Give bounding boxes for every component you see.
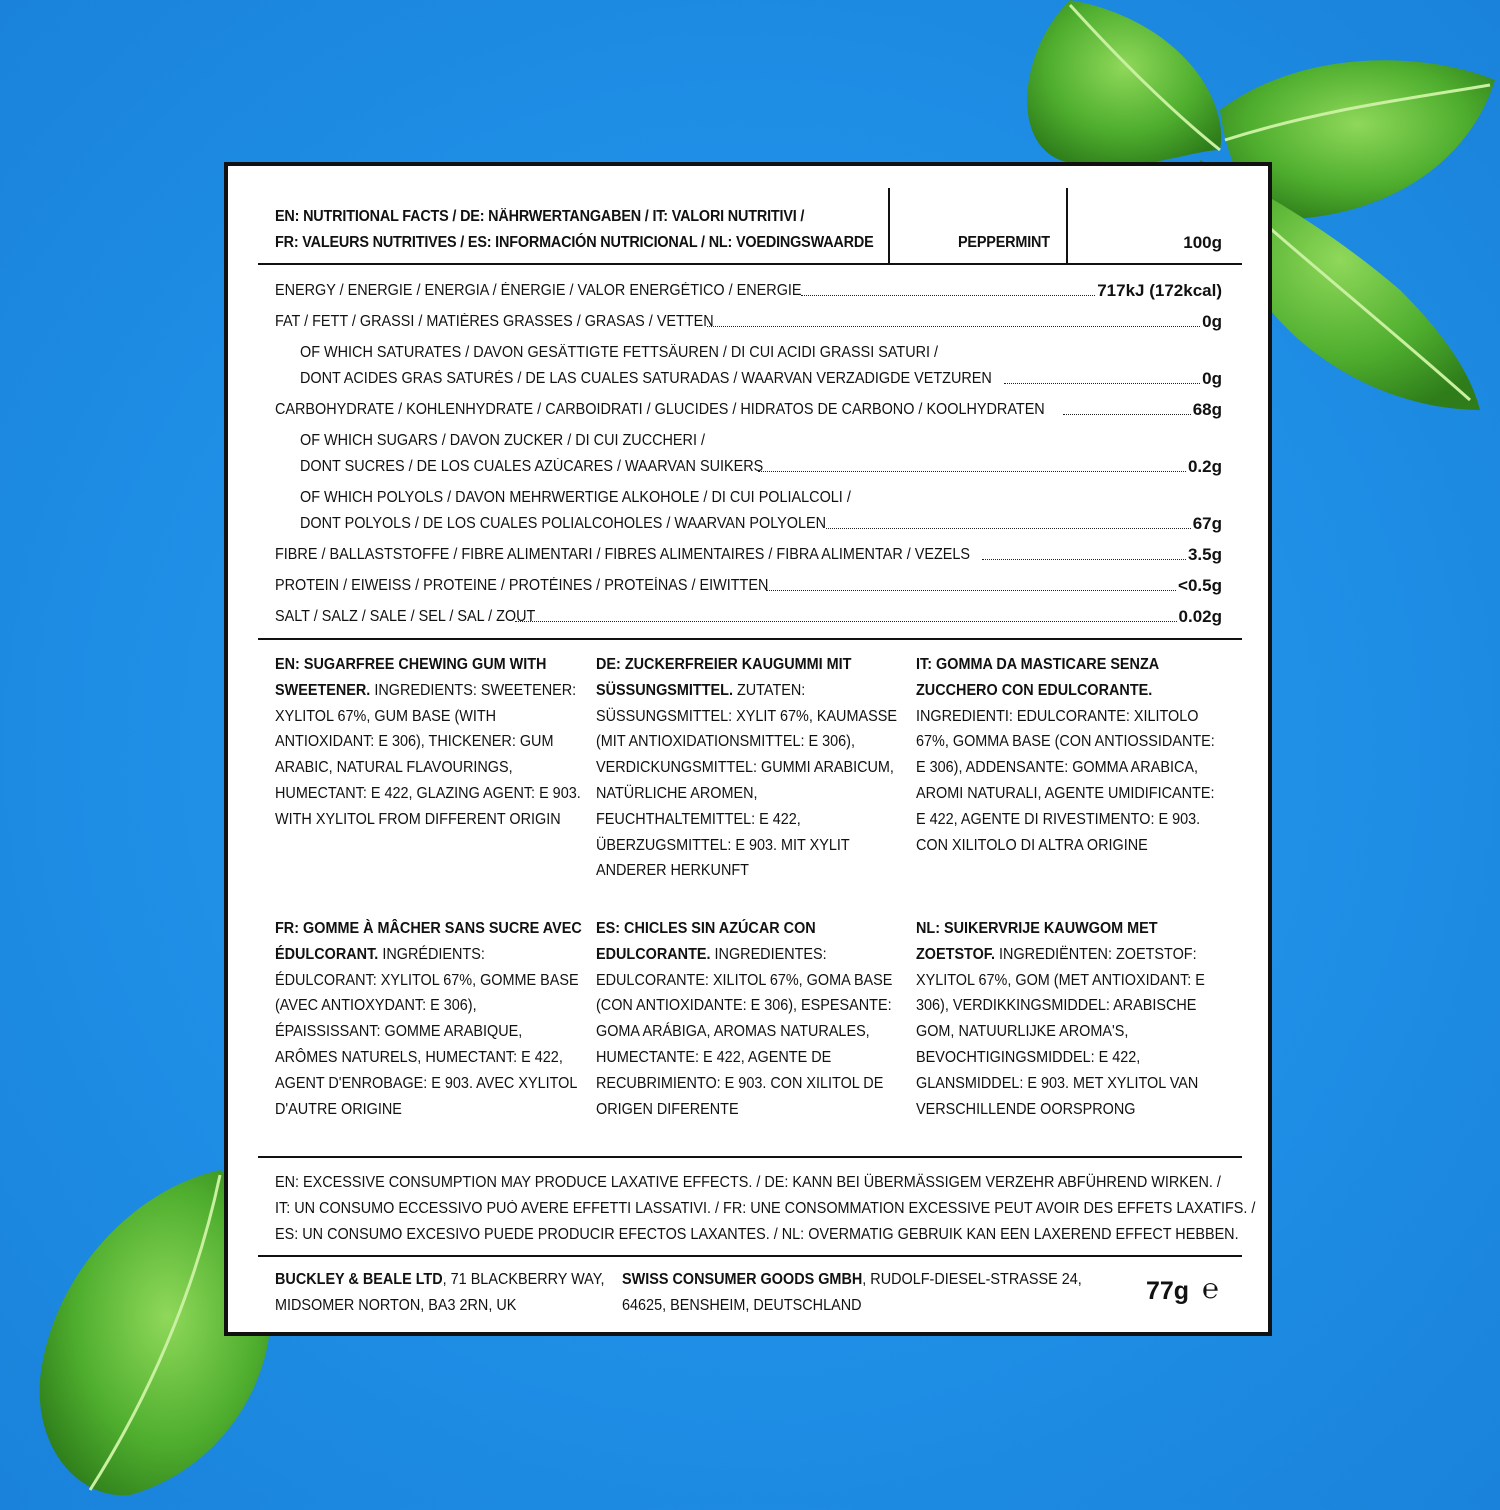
nutrient-label: DONT SUCRES / DE LOS CUALES AZÚCARES / WAARVAN SUIKERS [300, 458, 764, 475]
ingredients-de [596, 652, 903, 884]
nutrition-row-protein [275, 573, 1222, 599]
nutrient-value: 0g [1202, 312, 1222, 331]
uk-company-name: BUCKLEY & BEALE LTD [275, 1271, 443, 1288]
de-company-name: SWISS CONSUMER GOODS GMBH [622, 1271, 863, 1288]
uk-address-text: , 71 BLACKBERRY WAY, [442, 1271, 605, 1288]
nutrient-value: 717kJ (172kcal) [1097, 281, 1222, 300]
ingredients-heading: FR: GOMME À MÂCHER SANS SUCRE AVEC ÉDULCORANT. [275, 920, 582, 963]
warning-line3: ES: UN CONSUMO EXCESIVO PUEDE PRODUCIR EFECTOS LAXANTES. / NL: OVERMATIG GEBRUIK KAN EEN LAXEREND EFFECT HEBBEN. [275, 1226, 1239, 1243]
net-weight: 77g [1146, 1277, 1190, 1305]
nutrient-label: DONT POLYOLS / DE LOS CUALES POLIALCOHOLES / WAARVAN POLYOLEN [300, 515, 827, 532]
uk-address-line2: MIDSOMER NORTON, BA3 2RN, UK [275, 1297, 517, 1314]
nutrient-sublabel: OF WHICH SUGARS / DAVON ZUCKER / DI CUI ZUCCHERI / [300, 432, 705, 449]
de-address-line1 [622, 1267, 1082, 1293]
nutrient-label: PROTEIN / EIWEISS / PROTEINE / PROTÉINES / PROTEÍNAS / EIWITTEN [275, 577, 769, 594]
ingredients-heading: DE: ZUCKERFREIER KAUGUMMI MIT SÜSSUNGSMITTEL. [596, 656, 852, 699]
ingredients-text: INGREDIENTES: EDULCORANTE: XILITOL 67%, GOMA BASE (CON ANTIOXIDANTE: E 306), ESPESANTE: GOMA ARÁBIGA, AROMAS NATURALES, HUMECTANTE: E 422, AGENTE DE RECUBRIMIENTO: E 903. CON XILITOL DE ORIGEN DIFERENTE [596, 945, 893, 1118]
ingredients-text: INGREDIËNTEN: ZOETSTOF: XYLITOL 67%, GOM (MET ANTIOXIDANT: E 306), VERDIKKINGSMIDDEL: ARABISCHE GOM, NATUURLIJKE AROMA'S, BEVOCHTIGINGSMIDDEL: E 422, GLANSMIDDEL: E 903. MET XYLITOL VAN VERSCHILLENDE OORSPRONG [916, 945, 1205, 1118]
ingredients-text: ZUTATEN: SÜSSUNGSMITTEL: XYLIT 67%, KAUMASSE (MIT ANTIOXIDATIONSMITTEL: E 306), VERDICKUNGSMITTEL: GUMMI ARABICUM, NATÜRLICHE AROMEN, FEUCHTHALTEMITTEL: E 422, ÜBERZUGSMITTEL: E 903. MIT XYLIT ANDERER HERKUNFT [596, 681, 897, 880]
nutrition-row-polyols [300, 511, 1222, 537]
divider [258, 638, 1242, 640]
nutrition-label-panel [224, 162, 1272, 1336]
warning-line2: IT: UN CONSUMO ECCESSIVO PUÒ AVERE EFFETTI LASSATIVI. / FR: UNE CONSOMMATION EXCESSIVE PEUT AVOIR DES EFFETS LAXATIFS. / [275, 1200, 1256, 1217]
uk-address-line1 [275, 1267, 604, 1293]
header-title-line1: EN: NUTRITIONAL FACTS / DE: NÄHRWERTANGABEN / IT: VALORI NUTRITIVI / [275, 208, 805, 225]
header-title-line2: FR: VALEURS NUTRITIVES / ES: INFORMACIÓN NUTRICIONAL / NL: VOEDINGSWAARDE [275, 234, 874, 251]
ingredients-es [596, 916, 903, 1122]
nutrition-row-fat [275, 309, 1222, 335]
ingredients-nl [916, 916, 1223, 1122]
nutrient-label: CARBOHYDRATE / KOHLENHYDRATE / CARBOIDRATI / GLUCIDES / HIDRATOS DE CARBONO / KOOLHYDRATEN [275, 401, 1045, 418]
nutrition-row-salt [275, 604, 1222, 630]
per-100g-header: 100g [1183, 233, 1222, 252]
header-divider [888, 188, 890, 264]
divider [258, 1255, 1242, 1257]
ingredients-text: INGREDIENTS: SWEETENER: XYLITOL 67%, GUM BASE (WITH ANTIOXIDANT: E 306), THICKENER: GUM ARABIC, NATURAL FLAVOURINGS, HUMECTANT: E 422, GLAZING AGENT: E 903. WITH XYLITOL FROM DIFFERENT ORIGIN [275, 681, 581, 828]
nutrient-value: 67g [1192, 514, 1222, 533]
divider [258, 1156, 1242, 1158]
ingredients-fr [275, 916, 582, 1122]
ingredients-it [916, 652, 1223, 858]
ingredients-heading: IT: GOMMA DA MASTICARE SENZA ZUCCHERO CON EDULCORANTE. [916, 656, 1159, 699]
nutrient-value: 3.5g [1187, 545, 1222, 564]
nutrient-sublabel: OF WHICH POLYOLS / DAVON MEHRWERTIGE ALKOHOLE / DI CUI POLIALCOLI / [300, 489, 851, 506]
ingredients-heading: ES: CHICLES SIN AZÚCAR CON EDULCORANTE. [596, 920, 816, 963]
nutrient-value: <0.5g [1178, 576, 1222, 595]
header-divider [1066, 188, 1068, 264]
nutrition-row-fibre [275, 542, 1222, 568]
nutrition-row-saturates [300, 366, 1222, 392]
nutrition-row-carbohydrate [275, 397, 1222, 423]
ingredients-text: INGRÉDIENTS: ÉDULCORANT: XYLITOL 67%, GOMME BASE (AVEC ANTIOXYDANT: E 306), ÉPAISSISSANT: GOMME ARABIQUE, ARÔMES NATURELS, HUMECTANT: E 422, AGENT D'ENROBAGE: E 903. AVEC XYLITOL D'AUTRE ORIGINE [275, 945, 579, 1118]
nutrition-row-energy [275, 278, 1222, 304]
nutrient-value: 0.02g [1178, 607, 1222, 626]
ingredients-text: INGREDIENTI: EDULCORANTE: XILITOLO 67%, GOMMA BASE (CON ANTIOSSIDANTE: E 306), ADDENSANTE: GOMMA ARABICA, AROMI NATURALI, AGENTE UMIDIFICANTE: E 422, AGENTE DI RIVESTIMENTO: E 903. CON XILITOLO DI ALTRA ORIGINE [916, 707, 1215, 854]
nutrient-label: DONT ACIDES GRAS SATURÉS / DE LAS CUALES SATURADAS / WAARVAN VERZADIGDE VETZUREN [300, 370, 992, 387]
de-address-text: , RUDOLF-DIESEL-STRASSE 24, [862, 1271, 1082, 1288]
nutrient-sublabel: OF WHICH SATURATES / DAVON GESÄTTIGTE FETTSÄUREN / DI CUI ACIDI GRASSI SATURI / [300, 344, 939, 361]
estimated-sign-icon: ℮ [1202, 1273, 1219, 1304]
de-address-line2: 64625, BENSHEIM, DEUTSCHLAND [622, 1297, 862, 1314]
nutrient-label: SALT / SALZ / SALE / SEL / SAL / ZOUT [275, 608, 536, 625]
nutrient-label: ENERGY / ENERGIE / ENERGIA / ÉNERGIE / VALOR ENERGÉTICO / ENERGIE [275, 282, 802, 299]
nutrient-label: FIBRE / BALLASTSTOFFE / FIBRE ALIMENTARI / FIBRES ALIMENTAIRES / FIBRA ALIMENTAR / VEZELS [275, 546, 971, 563]
divider [258, 263, 1242, 265]
warning-line1: EN: EXCESSIVE CONSUMPTION MAY PRODUCE LAXATIVE EFFECTS. / DE: KANN BEI ÜBERMÄSSIGEM VERZEHR ABFÜHREND WIRKEN. / [275, 1174, 1221, 1191]
nutrition-row-sugars [300, 454, 1222, 480]
nutrient-value: 0g [1202, 369, 1222, 388]
ingredients-heading: EN: SUGARFREE CHEWING GUM WITH SWEETENER. [275, 656, 547, 699]
nutrient-value: 68g [1192, 400, 1222, 419]
nutrient-value: 0.2g [1187, 457, 1222, 476]
nutrient-label: FAT / FETT / GRASSI / MATIÈRES GRASSES / GRASAS / VETTEN [275, 313, 714, 330]
ingredients-en [275, 652, 582, 833]
ingredients-heading: NL: SUIKERVRIJE KAUWGOM MET ZOETSTOF. [916, 920, 1158, 963]
flavour-header: PEPPERMINT [958, 234, 1050, 251]
